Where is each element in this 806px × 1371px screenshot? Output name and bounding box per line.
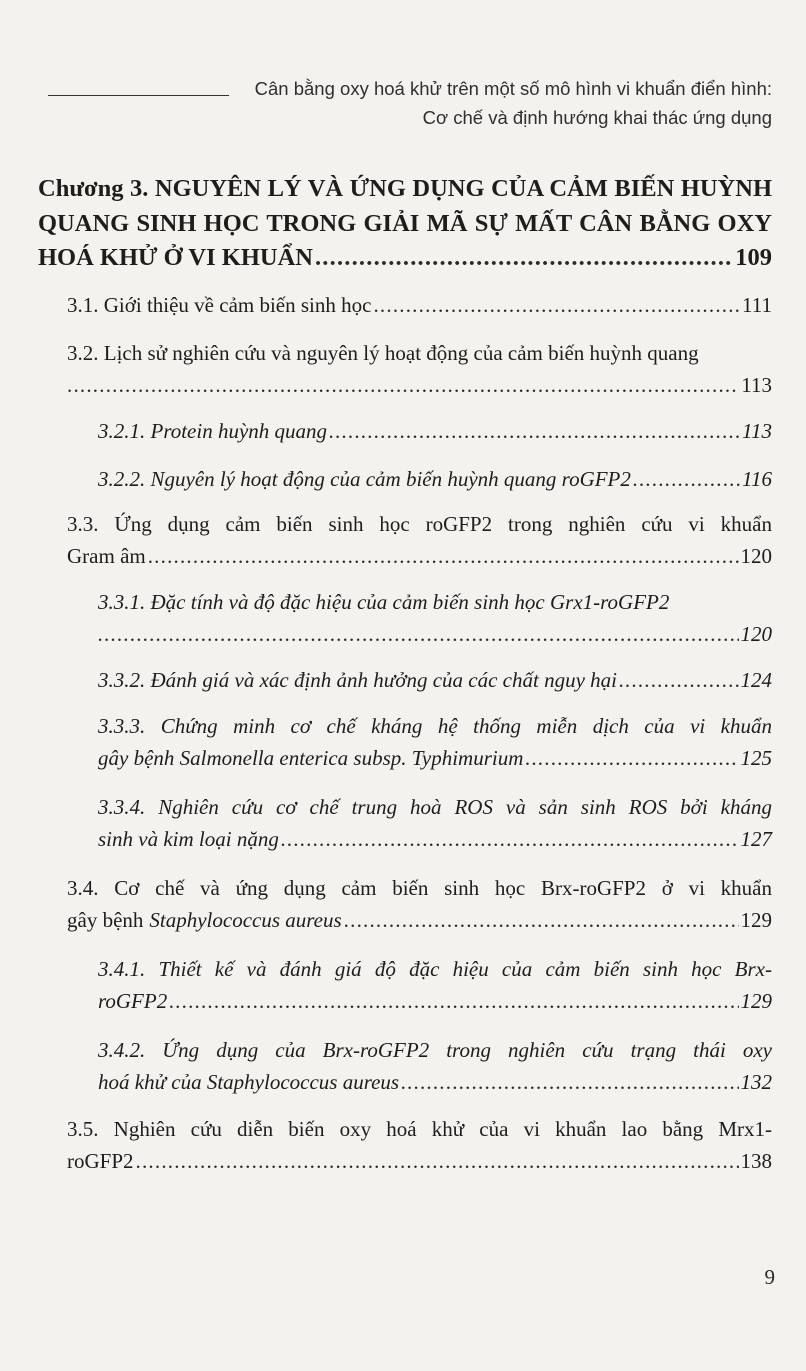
- entry-title-cont: Gram âm: [67, 544, 146, 568]
- entry-title: 3.3.2. Đánh giá và xác định ảnh hưởng của các chất nguy hại: [98, 668, 617, 692]
- dot-leader: [281, 823, 739, 855]
- entry-title-cont: gây bệnh Salmonella enterica subsp. Typhimurium: [98, 746, 524, 770]
- entry-title-cont: hoá khử của Staphylococcus aureus: [98, 1070, 400, 1094]
- toc-entry-3-3-2[interactable]: [98, 664, 772, 696]
- chapter-title-line-1: Chương 3. NGUYÊN LÝ VÀ ỨNG DỤNG CỦA CẢM BIẾN HUỲNH: [38, 175, 772, 202]
- entry-page-number: 129: [740, 989, 772, 1013]
- entry-page-number: 120: [740, 544, 772, 568]
- entry-page-number: 116: [742, 467, 772, 491]
- entry-page-number: 111: [742, 293, 772, 317]
- entry-title: 3.4. Cơ chế và ứng dụng cảm biến sinh học Brx-roGFP2 ở vi khuẩn: [67, 876, 772, 900]
- dot-leader: [329, 415, 740, 447]
- chapter-title-line-3: HOÁ KHỬ Ở VI KHUẨN: [38, 244, 313, 271]
- running-head-line-2: Cơ chế và định hướng khai thác ứng dụng: [422, 107, 772, 128]
- dot-leader: [169, 985, 738, 1017]
- toc-entry-3-2-1[interactable]: [98, 415, 772, 447]
- toc-entry-3-4-1[interactable]: [98, 953, 772, 1017]
- page-number: 9: [764, 1265, 775, 1289]
- entry-title-cont: sinh và kim loại nặng: [98, 827, 279, 851]
- dot-leader: [633, 463, 740, 495]
- entry-page-number: 120: [740, 622, 772, 646]
- dot-leader: [136, 1145, 739, 1177]
- entry-title: 3.3.4. Nghiên cứu cơ chế trung hoà ROS và sản sinh ROS bởi kháng: [98, 795, 772, 819]
- chapter-title-line-2: QUANG SINH HỌC TRONG GIẢI MÃ SỰ MẤT CÂN BẰNG OXY: [38, 209, 772, 237]
- toc-entry-3-1[interactable]: [67, 289, 772, 321]
- entry-title-cont: roGFP2: [98, 989, 168, 1013]
- entry-title-species: Staphylococcus aureus: [149, 908, 342, 932]
- entry-page-number: 127: [740, 827, 772, 851]
- dot-leader: [315, 241, 733, 276]
- dot-leader: [344, 904, 739, 936]
- entry-page-number: 138: [740, 1149, 772, 1173]
- dot-leader: [98, 618, 739, 650]
- entry-title: 3.5. Nghiên cứu diễn biến oxy hoá khử của vi khuẩn lao bằng Mrx1-: [67, 1117, 772, 1141]
- toc-entry-3-2-2[interactable]: [98, 463, 772, 495]
- dot-leader: [619, 664, 739, 696]
- running-head: [48, 74, 772, 132]
- entry-page-number: 113: [742, 419, 772, 443]
- toc-entry-3-3-4[interactable]: [98, 791, 772, 855]
- running-head-line-1: Cân bằng oxy hoá khử trên một số mô hình vi khuẩn điển hình:: [254, 78, 772, 99]
- entry-page-number: 125: [740, 746, 772, 770]
- toc-entry-3-5[interactable]: [67, 1113, 772, 1177]
- entry-page-number: 132: [740, 1070, 772, 1094]
- toc-chapter-3[interactable]: [38, 172, 772, 276]
- dot-leader: [67, 369, 739, 401]
- entry-title: 3.2. Lịch sử nghiên cứu và nguyên lý hoạt động của cảm biến huỳnh quang: [67, 341, 699, 365]
- entry-title: 3.3. Ứng dụng cảm biến sinh học roGFP2 trong nghiên cứu vi khuẩn: [67, 512, 772, 536]
- toc-entry-3-4-2[interactable]: [98, 1034, 772, 1098]
- chapter-page-number: 109: [735, 244, 772, 271]
- entry-title: 3.3.3. Chứng minh cơ chế kháng hệ thống miễn dịch của vi khuẩn: [98, 714, 772, 738]
- toc-entry-3-2[interactable]: [67, 337, 772, 401]
- entry-title-cont: roGFP2: [67, 1149, 134, 1173]
- entry-page-number: 129: [740, 908, 772, 932]
- entry-title: 3.4.1. Thiết kế và đánh giá độ đặc hiệu của cảm biến sinh học Brx-: [98, 957, 772, 981]
- dot-leader: [401, 1066, 738, 1098]
- toc-entry-3-3-1[interactable]: [98, 586, 772, 650]
- entry-title: 3.3.1. Đặc tính và độ đặc hiệu của cảm biến sinh học Grx1-roGFP2: [98, 590, 670, 614]
- dot-leader: [373, 289, 740, 321]
- entry-page-number: 113: [741, 373, 772, 397]
- entry-title: 3.1. Giới thiệu về cảm biến sinh học: [67, 293, 372, 317]
- header-rule: [48, 95, 229, 96]
- toc-entry-3-3[interactable]: [67, 508, 772, 572]
- toc-entry-3-4[interactable]: [67, 872, 772, 936]
- entry-title: 3.4.2. Ứng dụng của Brx-roGFP2 trong nghiên cứu trạng thái oxy: [98, 1038, 772, 1062]
- entry-title-cont: gây bệnh: [67, 908, 144, 932]
- dot-leader: [525, 742, 738, 774]
- dot-leader: [148, 540, 739, 572]
- toc-entry-3-3-3[interactable]: [98, 710, 772, 774]
- entry-title: 3.2.1. Protein huỳnh quang: [98, 419, 328, 443]
- entry-title: 3.2.2. Nguyên lý hoạt động của cảm biến huỳnh quang roGFP2: [98, 467, 631, 491]
- entry-page-number: 124: [740, 668, 772, 692]
